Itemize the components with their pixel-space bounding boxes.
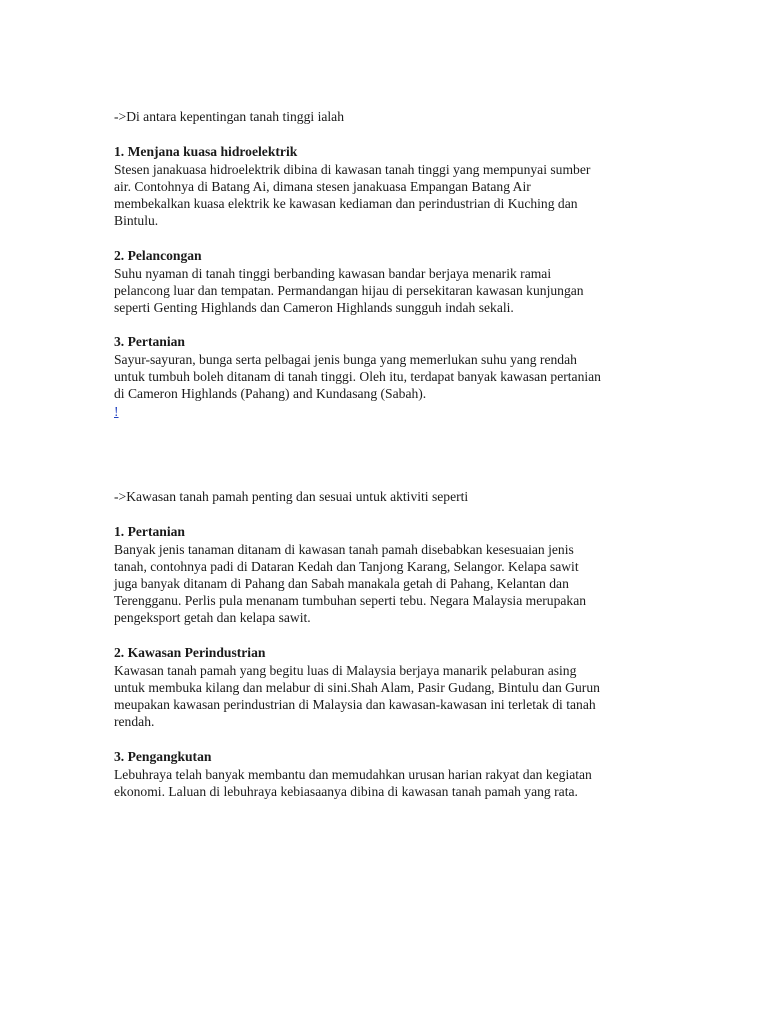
body-line: meupakan kawasan perindustrian di Malaysia dan kawasan-kawasan ini terletak di tanah [114, 696, 596, 712]
item-heading: 3. Pertanian [114, 334, 185, 349]
item-body [114, 766, 654, 800]
body-line: untuk tumbuh boleh ditanam di tanah tinggi. Oleh itu, terdapat banyak kawasan pertanian [114, 368, 601, 384]
body-line: di Cameron Highlands (Pahang) and Kundasang (Sabah). [114, 385, 427, 401]
highland-intro: ->Di antara kepentingan tanah tinggi ialah [114, 109, 344, 124]
body-line: Suhu nyaman di tanah tinggi berbanding kawasan bandar berjaya menarik ramai [114, 265, 552, 281]
exclamation-link[interactable]: ! [114, 404, 119, 419]
body-line: seperti Genting Highlands dan Cameron Highlands sungguh indah sekali. [114, 299, 514, 315]
highland-item-agriculture [114, 333, 654, 402]
item-body [114, 351, 654, 403]
body-line: pengeksport getah dan kelapa sawit. [114, 610, 311, 626]
body-line: Stesen janakuasa hidroelektrik dibina di kawasan tanah tinggi yang mempunyai sumber [114, 161, 591, 177]
lowland-item-transport [114, 748, 654, 800]
body-line: Bintulu. [114, 213, 159, 229]
link-row [114, 403, 654, 421]
item-body [114, 161, 654, 230]
highland-item-tourism [114, 247, 654, 316]
body-line: juga banyak ditanam di Pahang dan Sabah manakala getah di Pahang, Kelantan dan [114, 575, 569, 591]
lowland-intro: ->Kawasan tanah pamah penting dan sesuai untuk aktiviti seperti [114, 489, 469, 504]
body-line: ekonomi. Laluan di lebuhraya kebiasaanya dibina di kawasan tanah pamah yang rata. [114, 783, 578, 799]
body-line: Kawasan tanah pamah yang begitu luas di Malaysia berjaya manarik pelaburan asing [114, 662, 577, 678]
lowland-item-industry [114, 644, 654, 730]
item-heading: 1. Pertanian [114, 524, 185, 539]
body-line: Sayur-sayuran, bunga serta pelbagai jenis bunga yang memerlukan suhu yang rendah [114, 351, 577, 367]
item-heading: 3. Pengangkutan [114, 749, 212, 764]
item-body [114, 662, 654, 731]
item-body [114, 541, 654, 627]
highland-item-hydroelectric [114, 143, 654, 229]
item-heading: 1. Menjana kuasa hidroelektrik [114, 144, 298, 159]
lowland-item-agriculture [114, 523, 654, 627]
body-line: membekalkan kuasa elektrik ke kawasan kediaman dan perindustrian di Kuching dan [114, 195, 578, 211]
body-line: air. Contohnya di Batang Ai, dimana stesen janakuasa Empangan Batang Air [114, 178, 531, 194]
body-line: rendah. [114, 714, 155, 730]
body-line: Lebuhraya telah banyak membantu dan memudahkan urusan harian rakyat dan kegiatan [114, 766, 592, 782]
item-body [114, 265, 654, 317]
body-line: Banyak jenis tanaman ditanam di kawasan tanah pamah disebabkan kesesuaian jenis [114, 541, 574, 557]
body-line: Terengganu. Perlis pula menanam tumbuhan seperti tebu. Negara Malaysia merupakan [114, 593, 587, 609]
item-heading: 2. Kawasan Perindustrian [114, 645, 266, 660]
body-line: pelancong luar dan tempatan. Permandangan hijau di persekitaran kawasan kunjungan [114, 282, 584, 298]
body-line: untuk membuka kilang dan melabur di sini.Shah Alam, Pasir Gudang, Bintulu dan Gurun [114, 679, 600, 695]
body-line: tanah, contohnya padi di Dataran Kedah dan Tanjong Karang, Selangor. Kelapa sawit [114, 558, 579, 574]
item-heading: 2. Pelancongan [114, 248, 202, 263]
